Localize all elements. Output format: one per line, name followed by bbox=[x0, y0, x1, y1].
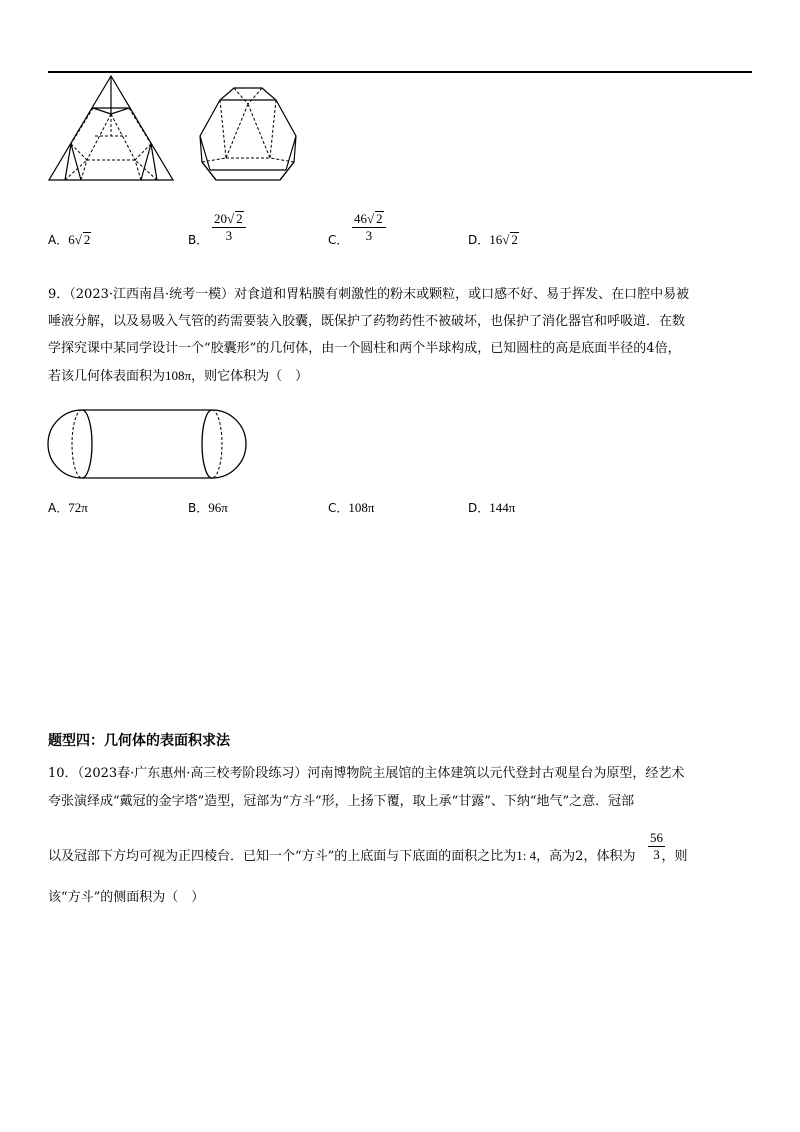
q10-line-3: 以及冠部下方均可视为正四棱台．已知一个“方斗”的上底面与下底面的面积之比为1: 4，高为2，体积为 ，则 bbox=[48, 848, 688, 864]
q9-surface-area: 108π bbox=[165, 368, 192, 383]
q9-line-3: 学探究课中某同学设计一个“胶囊形”的几何体，由一个圆柱和两个半球构成，已知圆柱的高是底面半径的4倍， bbox=[48, 341, 681, 356]
q9-line-4: 若该几何体表面积为108π，则它体积为（ ） bbox=[48, 368, 309, 384]
q10-volume-fraction: $\frac{56}{3}$ bbox=[650, 830, 663, 862]
q8-option-b-label[interactable]: B． bbox=[188, 233, 209, 247]
q8-option-b-fraction: $\frac{20√ 2}{3}$ bbox=[212, 211, 246, 243]
q9-option-c[interactable]: C．108π bbox=[328, 500, 375, 515]
q8-option-a[interactable]: A．6√ 2 bbox=[48, 232, 91, 247]
truncated-solid-figure bbox=[196, 84, 302, 184]
q8-option-c-fraction: $\frac{46√ 2}{3}$ bbox=[352, 211, 386, 243]
header-rule bbox=[48, 71, 752, 73]
q9-option-d[interactable]: D．144π bbox=[468, 500, 516, 515]
q8-option-d[interactable]: D．16√ 2 bbox=[468, 232, 518, 247]
q10-stem bbox=[48, 760, 756, 816]
q10-area-ratio: 1: 4 bbox=[516, 848, 537, 863]
q9-option-a[interactable]: A．72π bbox=[48, 500, 88, 515]
truncated-tetrahedron-figure bbox=[45, 74, 177, 184]
capsule-figure bbox=[44, 404, 250, 484]
q9-option-b[interactable]: B．96π bbox=[188, 500, 228, 515]
section-title: 题型四：几何体的表面积求法 bbox=[48, 733, 230, 749]
q10-line-2: 夸张演绎成“戴冠的金字塔”造型，冠部为“方斗”形，上扬下覆，取上承“甘露”、下纳“地气”之意．冠部 bbox=[48, 794, 635, 809]
q9-line-2: 唾液分解，以及易吸入气管的药需要装入胶囊，既保护了药物药性不被破坏，也保护了消化器官和呼吸道．在数 bbox=[48, 314, 686, 329]
q8-option-c-label[interactable]: C． bbox=[328, 233, 349, 247]
q10-line-1: 10．（2023春·广东惠州·高三校考阶段练习）河南博物院主展馆的主体建筑以元代登封古观星台为原型，经艺术 bbox=[48, 766, 685, 781]
q9-stem bbox=[48, 281, 756, 390]
q9-line-1: 9．（2023·江西南昌·统考一模）对食道和胃粘膜有刺激性的粉末或颗粒，或口感不好、易于挥发、在口腔中易被 bbox=[48, 287, 690, 302]
q10-line-4: 该“方斗”的侧面积为（ ） bbox=[48, 890, 205, 905]
